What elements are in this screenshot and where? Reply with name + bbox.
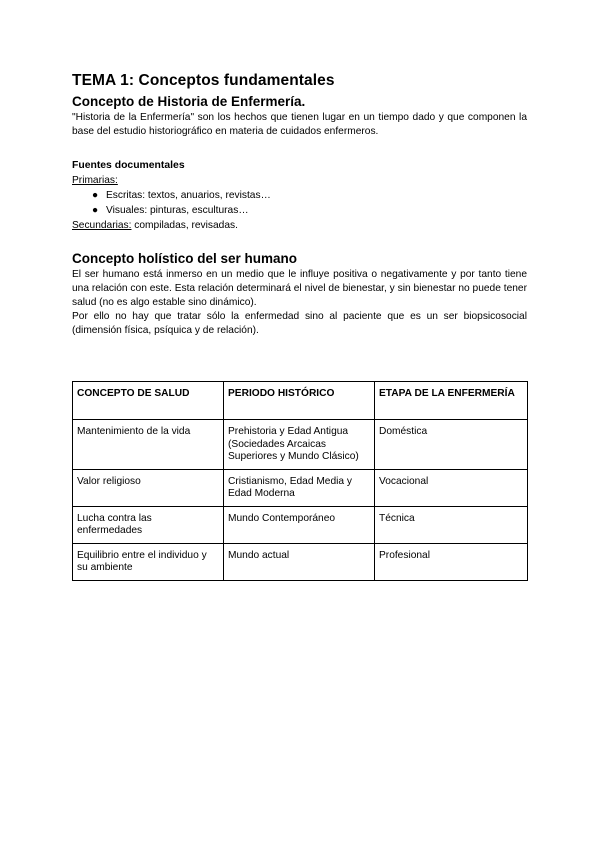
table-cell: Prehistoria y Edad Antigua (Sociedades Arcaicas Superiores y Mundo Clásico): [224, 420, 375, 470]
document-title: TEMA 1: Conceptos fundamentales: [72, 72, 335, 89]
table-cell: Doméstica: [375, 420, 528, 470]
section2-paragraph-2: Por ello no hay que tratar sólo la enfermedad sino al paciente que es un ser biopsicosocial (dimensión física, psíquica y de relación).: [72, 311, 527, 336]
section1-paragraph: "Historia de la Enfermería" son los hechos que tienen lugar en un tiempo dado y que componen la base del estudio historiográfico en materia de cuidados enfermeros.: [72, 112, 527, 137]
list-item: [92, 203, 527, 218]
list-item-text: Escritas: textos, anuarios, revistas…: [106, 190, 271, 201]
bullet-icon: ●: [92, 190, 99, 201]
table-header-cell: PERIODO HISTÓRICO: [224, 382, 375, 420]
table-cell: Mantenimiento de la vida: [73, 420, 224, 470]
table-cell: Mundo actual: [224, 543, 375, 580]
section1-heading: Concepto de Historia de Enfermería.: [72, 94, 306, 109]
section2-paragraph-1: El ser humano está inmerso en un medio que le influye positiva o negativamente y por tanto tiene una relación con este. Esta relación determinará el nivel de bienestar, y sin bienestar no puede tener salud (no es algo estable sino dinámico).: [72, 269, 527, 308]
document-content: [72, 70, 527, 338]
table-row: [73, 469, 528, 506]
primary-label-line: [72, 173, 527, 188]
list-item: [92, 188, 527, 203]
list-item-text: Visuales: pinturas, esculturas…: [106, 205, 249, 216]
table-cell: Mundo Contemporáneo: [224, 506, 375, 543]
sources-heading: Fuentes documentales: [72, 160, 185, 171]
section2-heading: Concepto holístico del ser humano: [72, 251, 298, 266]
table-cell: Cristianismo, Edad Media y Edad Moderna: [224, 469, 375, 506]
secondary-label: Secundarias:: [72, 220, 132, 231]
secondary-sources-line: [72, 218, 527, 233]
health-concepts-table: [72, 381, 528, 581]
table-cell: Vocacional: [375, 469, 528, 506]
bullet-icon: ●: [92, 205, 99, 216]
table-cell: Valor religioso: [73, 469, 224, 506]
table-header-row: [73, 382, 528, 420]
primary-sources-list: [72, 188, 527, 218]
table-cell: Equilibrio entre el individuo y su ambiente: [73, 543, 224, 580]
primary-label: Primarias:: [72, 175, 118, 186]
table-header-cell: ETAPA DE LA ENFERMERÍA: [375, 382, 528, 420]
table-cell: Técnica: [375, 506, 528, 543]
secondary-text: compiladas, revisadas.: [131, 220, 238, 231]
table-row: [73, 506, 528, 543]
table-cell: Lucha contra las enfermedades: [73, 506, 224, 543]
table-cell: Profesional: [375, 543, 528, 580]
table-row: [73, 543, 528, 580]
table-row: [73, 420, 528, 470]
table-header-cell: CONCEPTO DE SALUD: [73, 382, 224, 420]
